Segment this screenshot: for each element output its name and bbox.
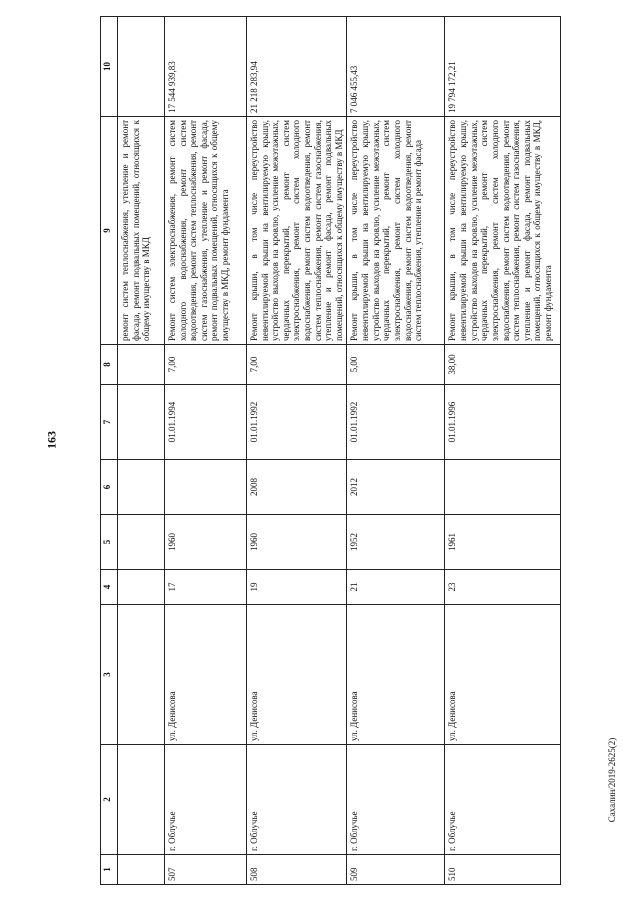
- works-cell: Ремонт крыши, в том числе переустройство невентилируемой крыши на вентилируемую крышу, устройство выходов на кровлю, усиление межэтажных, чердачных перекрытий, ремонт систем электроснабжения, ремонт систем холодного водоснабжения, ремонт систем водоотведения, ремонт систем теплоснабжения, ремонт систем газоснабжения, утепление и ремонт фасада, ремонт подвальных помещений, относящихся к общему имуществу в МКД, ремонт фундамента: [445, 117, 561, 345]
- works-cell: Ремонт крыши, в том числе переустройство невентилируемой крыши на вентилируемую крышу, устройство выходов на кровлю, усиление межэтажных, чердачных перекрытий, ремонт систем электроснабжения, ремонт систем холодного водоснабжения, ремонт систем водоотведения, ремонт систем теплоснабжения, ремонт систем газоснабжения, утепление и ремонт фасада, ремонт подвальных помещений, относящихся к общему имуществу в МКД: [247, 117, 347, 345]
- column-number-row: [101, 17, 118, 885]
- year-built-cell: 1960: [165, 515, 247, 570]
- street-cell: ул. Денисова: [347, 605, 445, 745]
- column-6-cell: [445, 460, 561, 515]
- date-cell: 01.01.1992: [347, 385, 445, 460]
- table-row: [347, 17, 445, 885]
- column-6-cell: [165, 460, 247, 515]
- date-cell: 01.01.1994: [165, 385, 247, 460]
- wear-cell: 7,00: [165, 345, 247, 385]
- page-number: 163: [44, 431, 59, 449]
- cost-cell: 7 046 455,43: [347, 17, 445, 117]
- date-cell: 01.01.1992: [247, 385, 347, 460]
- works-cell: Ремонт крыши, в том числе переустройство невентилируемой крыши на вентилируемую крышу, устройство выходов на кровлю, усиление межэтажных, чердачных перекрытий, ремонт систем электроснабжения, ремонт систем холодного водоснабжения, ремонт систем водоотведения, ремонт систем теплоснабжения, утепление и ремонт фасада: [347, 117, 445, 345]
- rotated-table-wrapper: [100, 17, 561, 885]
- row-number-cell: 510: [445, 855, 561, 885]
- column-6-cell: 2008: [247, 460, 347, 515]
- cost-cell: 21 218 283,94: [247, 17, 347, 117]
- row-number-cell: 509: [347, 855, 445, 885]
- works-cell: Ремонт систем электроснабжения, ремонт систем холодного водоснабжения, ремонт систем водоотведения, ремонт систем теплоснабжения, ремонт систем газоснабжения, утепление и ремонт фасада, ремонт подвальных помещений, относящихся к общему имуществу в МКД, ремонт фундамента: [165, 117, 247, 345]
- city-cell: г. Облучье: [247, 745, 347, 855]
- column-header: 5: [101, 515, 118, 570]
- date-cell: 01.01.1996: [445, 385, 561, 460]
- column-header: 4: [101, 570, 118, 605]
- house-number-cell: 21: [347, 570, 445, 605]
- table-row: [445, 17, 561, 885]
- column-6-cell: 2012: [347, 460, 445, 515]
- column-header: 9: [101, 117, 118, 345]
- column-header: 6: [101, 460, 118, 515]
- house-number-cell: 23: [445, 570, 561, 605]
- city-cell: г. Облучье: [347, 745, 445, 855]
- continuation-row: [118, 17, 165, 885]
- column-header: 7: [101, 385, 118, 460]
- cost-cell: 17 544 939,83: [165, 17, 247, 117]
- column-header: 10: [101, 17, 118, 117]
- row-number-cell: 508: [247, 855, 347, 885]
- cost-cell: 19 794 172,21: [445, 17, 561, 117]
- table-row: [247, 17, 347, 885]
- row-number-cell: 507: [165, 855, 247, 885]
- house-number-cell: 17: [165, 570, 247, 605]
- table-row: [165, 17, 247, 885]
- column-header: 2: [101, 745, 118, 855]
- street-cell: ул. Денисова: [445, 605, 561, 745]
- house-number-cell: 19: [247, 570, 347, 605]
- year-built-cell: 1961: [445, 515, 561, 570]
- column-header: 8: [101, 345, 118, 385]
- column-header: 3: [101, 605, 118, 745]
- wear-cell: 38,00: [445, 345, 561, 385]
- wear-cell: 5,00: [347, 345, 445, 385]
- capital-repair-table: [100, 16, 561, 885]
- street-cell: ул. Денисова: [165, 605, 247, 745]
- wear-cell: 7,00: [247, 345, 347, 385]
- continuation-works-cell: ремонт систем теплоснабжения, утепление и ремонт фасада, ремонт подвальных помещений, относящихся к общему имуществу в МКД: [118, 117, 165, 345]
- column-header: 1: [101, 855, 118, 885]
- year-built-cell: 1960: [247, 515, 347, 570]
- city-cell: г. Облучье: [165, 745, 247, 855]
- document-code: Сахалин/2019-2625(2): [607, 737, 617, 823]
- street-cell: ул. Денисова: [247, 605, 347, 745]
- city-cell: г. Облучье: [445, 745, 561, 855]
- year-built-cell: 1952: [347, 515, 445, 570]
